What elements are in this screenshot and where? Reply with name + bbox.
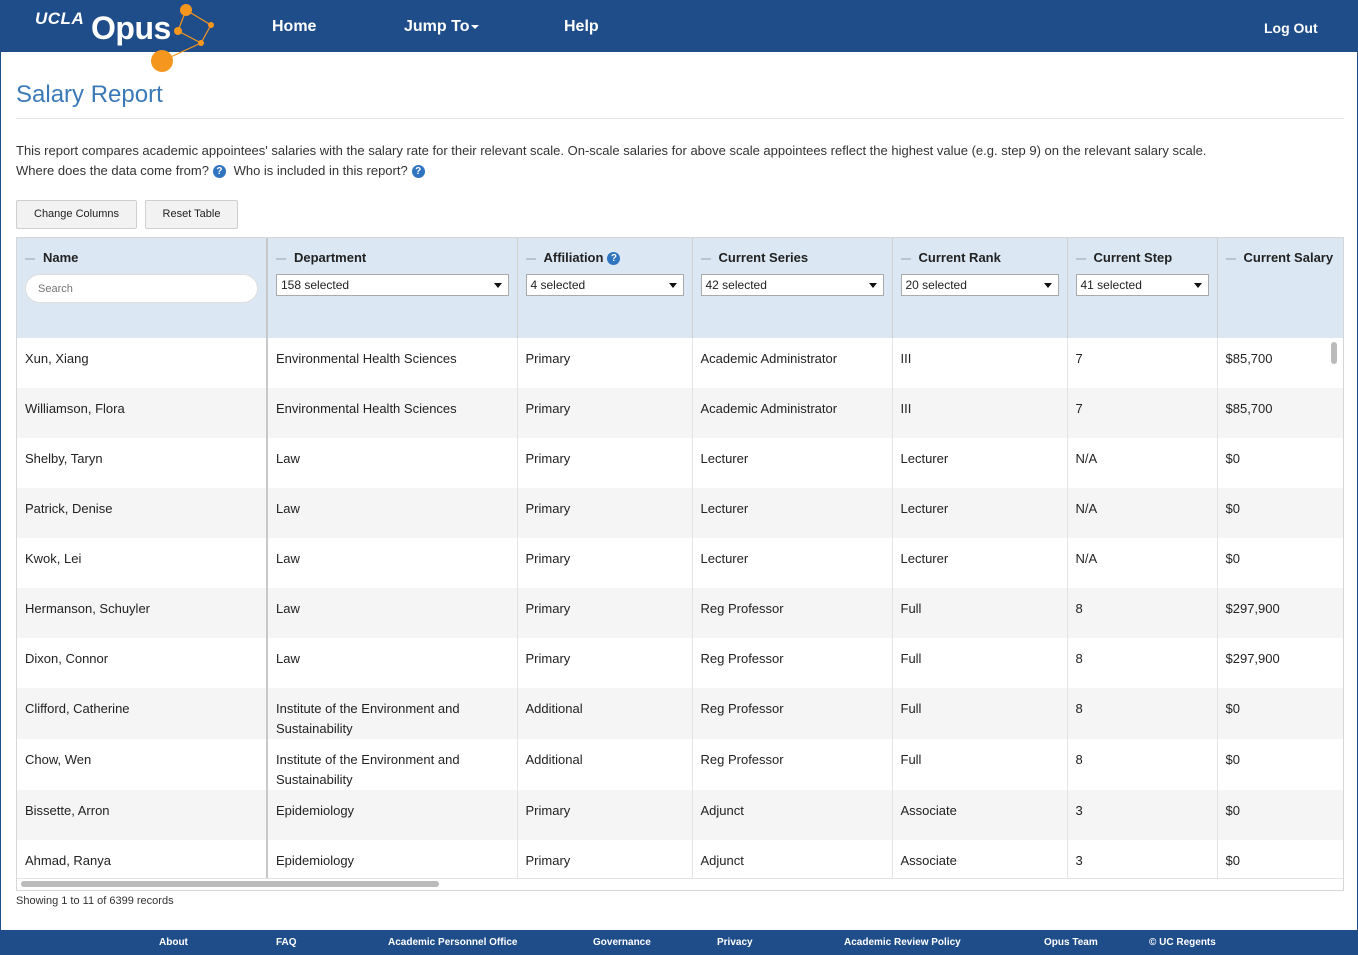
cell-affiliation: Additional (517, 688, 692, 739)
column-header-name (17, 238, 267, 338)
cell-rank: III (892, 338, 1067, 388)
horizontal-scrollbar[interactable] (21, 881, 439, 887)
select-value: 4 selected (530, 278, 586, 293)
salary-table-grid (17, 238, 1344, 890)
collapse-icon[interactable] (1226, 258, 1236, 260)
cell-rank: Full (892, 638, 1067, 688)
cell-salary: $0 (1217, 688, 1344, 739)
cell-step: 3 (1067, 840, 1217, 890)
cell-series: Reg Professor (692, 638, 892, 688)
help-icon[interactable]: ? (607, 252, 620, 265)
footer-link-academic-review-policy[interactable]: Academic Review Policy (844, 937, 961, 948)
report-description: This report compares academic appointees' salaries with the salary rate for their relevant scale. On-scale salaries for above scale appointees reflect the highest value (e.g. step 9) on the relevant salary scale. (16, 143, 1207, 158)
cell-rank: Lecturer (892, 488, 1067, 538)
footer-link-governance[interactable]: Governance (593, 937, 651, 948)
cell-series: Adjunct (692, 840, 892, 890)
cell-rank: Associate (892, 790, 1067, 840)
column-header-department (267, 238, 517, 338)
reset-table-button[interactable]: Reset Table (145, 200, 238, 229)
log-out-link[interactable]: Log Out (1264, 20, 1318, 36)
table-row (17, 688, 1344, 739)
vertical-scrollbar[interactable] (1331, 342, 1337, 364)
cell-rank: Associate (892, 840, 1067, 890)
footer-link-faq[interactable]: FAQ (276, 937, 297, 948)
nav-help-link[interactable]: Help (564, 18, 599, 35)
dropdown-arrow-icon (1194, 283, 1202, 288)
cell-rank: Full (892, 688, 1067, 739)
cell-affiliation: Primary (517, 438, 692, 488)
cell-affiliation: Primary (517, 388, 692, 438)
nav-home-link[interactable]: Home (272, 18, 317, 35)
footer-link-about[interactable]: About (159, 937, 188, 948)
dropdown-arrow-icon (494, 283, 502, 288)
cell-salary: $0 (1217, 790, 1344, 840)
select-value: 41 selected (1080, 278, 1142, 292)
included-question: Who is included in this report? (233, 163, 408, 178)
column-label[interactable]: Current Salary (1243, 250, 1334, 265)
cell-step: 8 (1067, 739, 1217, 790)
collapse-icon[interactable] (276, 258, 286, 260)
title-divider (16, 118, 1344, 119)
logo-opus-text: Opus (91, 10, 171, 46)
cell-step: 7 (1067, 388, 1217, 438)
cell-name: Clifford, Catherine (17, 688, 267, 739)
column-label[interactable]: Current Step (1093, 250, 1173, 265)
cell-name: Hermanson, Schuyler (17, 588, 267, 638)
column-header-rank (892, 238, 1067, 338)
dropdown-arrow-icon (869, 283, 877, 288)
page-title: Salary Report (16, 81, 163, 108)
cell-step: N/A (1067, 538, 1217, 588)
cell-department: Epidemiology (267, 790, 517, 840)
opus-logo[interactable] (35, 1, 225, 73)
table-row (17, 588, 1344, 638)
help-icon[interactable]: ? (213, 165, 226, 178)
cell-series: Lecturer (692, 538, 892, 588)
cell-affiliation: Primary (517, 790, 692, 840)
records-info: Showing 1 to 11 of 6399 records (16, 895, 174, 907)
cell-department: Environmental Health Sciences (267, 338, 517, 388)
cell-step: 7 (1067, 338, 1217, 388)
horizontal-scrollbar-track (17, 878, 1343, 890)
department-filter-select[interactable] (276, 274, 509, 296)
cell-name: Kwok, Lei (17, 538, 267, 588)
cell-department: Law (267, 438, 517, 488)
caret-down-icon (471, 25, 479, 29)
cell-series: Lecturer (692, 488, 892, 538)
table-header-row (17, 238, 1344, 338)
top-nav-bar (1, 1, 1357, 52)
cell-department: Environmental Health Sciences (267, 388, 517, 438)
table-row (17, 388, 1344, 438)
column-header-step (1067, 238, 1217, 338)
cell-salary: $297,900 (1217, 638, 1344, 688)
cell-department: Law (267, 588, 517, 638)
cell-salary: $85,700 (1217, 338, 1344, 388)
cell-series: Reg Professor (692, 739, 892, 790)
change-columns-button[interactable]: Change Columns (16, 200, 137, 229)
footer-bar (1, 930, 1357, 955)
column-header-affiliation (517, 238, 692, 338)
collapse-icon[interactable] (526, 258, 536, 260)
rank-filter-select[interactable] (901, 274, 1059, 296)
table-row (17, 790, 1344, 840)
table-row (17, 538, 1344, 588)
cell-series: Academic Administrator (692, 338, 892, 388)
cell-name: Dixon, Connor (17, 638, 267, 688)
cell-department: Institute of the Environment and Sustainability (267, 688, 517, 739)
cell-step: N/A (1067, 438, 1217, 488)
name-search-input[interactable] (25, 274, 258, 303)
cell-department: Law (267, 538, 517, 588)
table-row (17, 338, 1344, 388)
column-label[interactable]: Affiliation (543, 250, 604, 265)
dropdown-arrow-icon (669, 283, 677, 288)
salary-table (16, 237, 1344, 891)
cell-name: Xun, Xiang (17, 338, 267, 388)
data-source-question: Where does the data come from? (16, 163, 209, 178)
cell-salary: $297,900 (1217, 588, 1344, 638)
cell-step: 8 (1067, 588, 1217, 638)
collapse-icon[interactable] (1076, 258, 1086, 260)
cell-name: Williamson, Flora (17, 388, 267, 438)
cell-series: Lecturer (692, 438, 892, 488)
footer-link-opus-team[interactable]: Opus Team (1044, 937, 1098, 948)
cell-salary: $85,700 (1217, 388, 1344, 438)
cell-department: Law (267, 638, 517, 688)
report-intro (16, 141, 1206, 181)
cell-rank: Full (892, 739, 1067, 790)
select-value: 158 selected (281, 278, 350, 292)
cell-affiliation: Primary (517, 488, 692, 538)
cell-name: Patrick, Denise (17, 488, 267, 538)
column-header-series (692, 238, 892, 338)
cell-series: Reg Professor (692, 588, 892, 638)
dropdown-arrow-icon (1044, 283, 1052, 288)
series-filter-select[interactable] (701, 274, 884, 296)
cell-department: Institute of the Environment and Sustainability (267, 739, 517, 790)
select-value: 20 selected (905, 278, 967, 292)
cell-affiliation: Primary (517, 588, 692, 638)
cell-series: Academic Administrator (692, 388, 892, 438)
cell-step: 8 (1067, 638, 1217, 688)
cell-affiliation: Primary (517, 538, 692, 588)
collapse-icon[interactable] (25, 258, 35, 260)
cell-affiliation: Primary (517, 840, 692, 890)
column-label[interactable]: Current Rank (918, 250, 1001, 265)
cell-salary: $0 (1217, 538, 1344, 588)
collapse-icon[interactable] (701, 258, 711, 260)
cell-rank: Full (892, 588, 1067, 638)
cell-step: N/A (1067, 488, 1217, 538)
cell-step: 3 (1067, 790, 1217, 840)
cell-name: Shelby, Taryn (17, 438, 267, 488)
cell-affiliation: Additional (517, 739, 692, 790)
select-value: 42 selected (705, 278, 767, 292)
affiliation-filter-select[interactable] (526, 274, 684, 296)
table-row (17, 739, 1344, 790)
cell-salary: $0 (1217, 739, 1344, 790)
cell-rank: III (892, 388, 1067, 438)
cell-name: Bissette, Arron (17, 790, 267, 840)
step-filter-select[interactable] (1076, 274, 1209, 296)
collapse-icon[interactable] (901, 258, 911, 260)
footer-link-privacy[interactable]: Privacy (717, 937, 753, 948)
cell-series: Adjunct (692, 790, 892, 840)
column-label[interactable]: Department (294, 250, 367, 265)
table-row (17, 438, 1344, 488)
cell-salary: $0 (1217, 488, 1344, 538)
cell-series: Reg Professor (692, 688, 892, 739)
cell-name: Ahmad, Ranya (17, 840, 267, 890)
report-help-links (16, 161, 1206, 181)
help-icon[interactable]: ? (412, 165, 425, 178)
column-label[interactable]: Name (43, 250, 79, 265)
cell-step: 8 (1067, 688, 1217, 739)
cell-salary: $0 (1217, 840, 1344, 890)
cell-department: Law (267, 488, 517, 538)
footer-copyright[interactable]: © UC Regents (1149, 937, 1216, 948)
cell-affiliation: Primary (517, 638, 692, 688)
cell-affiliation: Primary (517, 338, 692, 388)
table-row (17, 638, 1344, 688)
cell-salary: $0 (1217, 438, 1344, 488)
table-row (17, 488, 1344, 538)
cell-name: Chow, Wen (17, 739, 267, 790)
footer-link-academic-personnel-office[interactable]: Academic Personnel Office (388, 937, 518, 948)
column-label[interactable]: Current Series (718, 250, 809, 265)
cell-department: Epidemiology (267, 840, 517, 890)
nav-jump-to-label: Jump To (404, 18, 470, 35)
column-header-salary (1217, 238, 1344, 338)
cell-rank: Lecturer (892, 438, 1067, 488)
nav-jump-to-menu[interactable] (404, 18, 479, 36)
cell-rank: Lecturer (892, 538, 1067, 588)
logo-ucla-text: UCLA (35, 9, 85, 28)
